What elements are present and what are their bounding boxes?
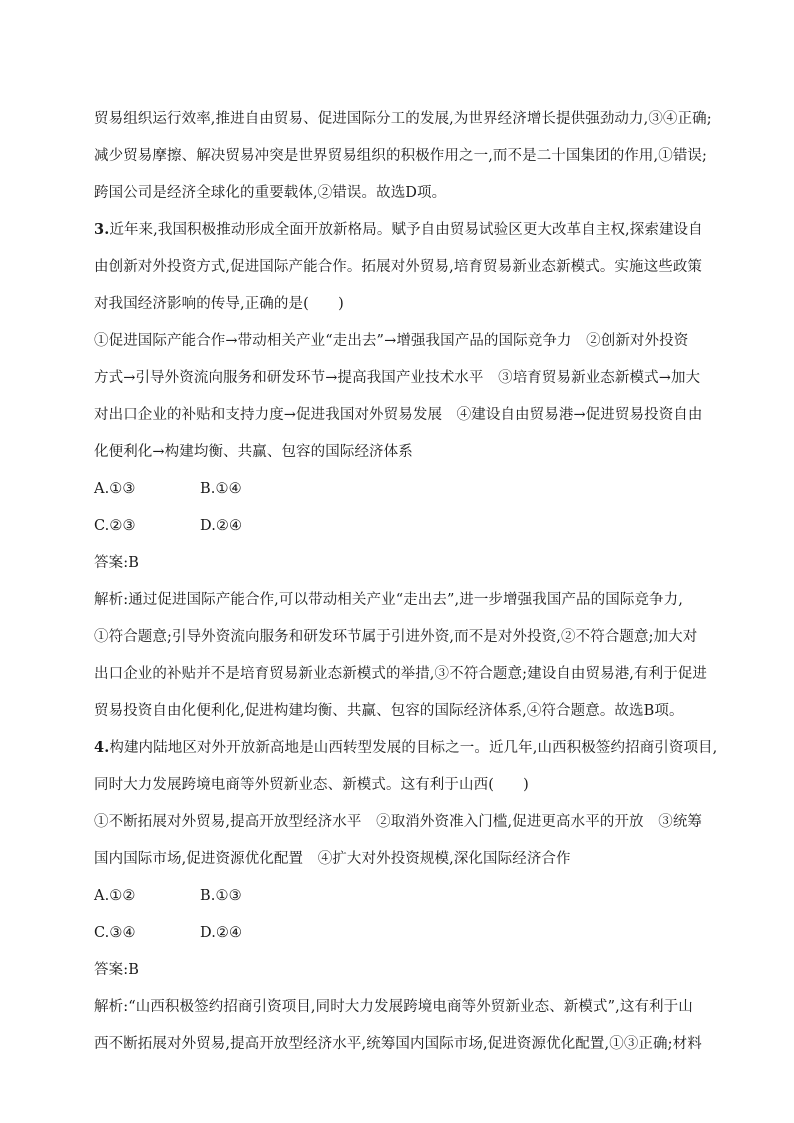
option-d: D.②④ bbox=[200, 924, 243, 941]
option-b: B.①③ bbox=[200, 887, 242, 904]
analysis-line bbox=[94, 581, 694, 618]
statement-line: 方式→引导外资流向服务和研发环节→提高我国产业技术水平 ③培育贸易新业态新模式→加大 bbox=[94, 369, 701, 386]
text-line: 贸易组织运行效率,推进自由贸易、促进国际分工的发展,为世界经济增长提供强劲动力,③④正确; bbox=[94, 110, 712, 127]
question-number: 3. bbox=[94, 220, 110, 238]
options-row bbox=[94, 877, 694, 914]
options-row bbox=[94, 914, 694, 951]
analysis-line bbox=[94, 988, 694, 1025]
analysis-line: 贸易投资自由化便利化,促进构建均衡、共赢、包容的国际经济体系,④符合题意。故选B项。 bbox=[94, 702, 684, 719]
statement-line: 化便利化→构建均衡、共赢、包容的国际经济体系 bbox=[94, 443, 413, 460]
analysis-label: 解析: bbox=[94, 591, 129, 608]
question-stem-text: 构建内陆地区对外开放新高地是山西转型发展的目标之一。近几年,山西积极签约招商引资项目, bbox=[109, 739, 718, 756]
question-stem-text: 近年来,我国积极推动形成全面开放新格局。赋予自由贸易试验区更大改革自主权,探索建设自 bbox=[109, 221, 703, 238]
question-3 bbox=[94, 211, 707, 729]
answer-line bbox=[94, 951, 694, 988]
statement-line: ①不断拓展对外贸易,提高开放型经济水平 ②取消外资准入门槛,促进更高水平的开放 ③统筹 bbox=[94, 813, 703, 830]
analysis-text: “山西积极签约招商引资项目,同时大力发展跨境电商等外贸新业态、新模式”,这有利于山 bbox=[128, 998, 693, 1015]
statement-line: 对出口企业的补贴和支持力度→促进我国对外贸易发展 ④建设自由贸易港→促进贸易投资自由 bbox=[94, 406, 703, 423]
options-row bbox=[94, 507, 694, 544]
statement-line: 国内国际市场,促进资源优化配置 ④扩大对外投资规模,深化国际经济合作 bbox=[94, 850, 571, 867]
question-number: 4. bbox=[94, 738, 110, 756]
question-stem-line: 由创新对外投资方式,促进国际产能合作。拓展对外贸易,培育贸易新业态新模式。实施这些政策 bbox=[94, 258, 703, 275]
analysis-text: 通过促进国际产能合作,可以带动相关产业“走出去”,进一步增强我国产品的国际竞争力, bbox=[128, 591, 683, 608]
analysis-line: 出口企业的补贴并不是培育贸易新业态新模式的举措,③不符合题意;建设自由贸易港,有利于促进 bbox=[94, 665, 707, 682]
answer-label: 答案: bbox=[94, 554, 129, 571]
question-stem-line: 同时大力发展跨境电商等外贸新业态、新模式。这有利于山西( ) bbox=[94, 776, 529, 793]
text-line: 减少贸易摩擦、解决贸易冲突是世界贸易组织的积极作用之一,而不是二十国集团的作用,①错误; bbox=[94, 147, 707, 164]
option-b: B.①④ bbox=[200, 480, 242, 497]
option-c: C.②③ bbox=[94, 517, 136, 534]
options-row bbox=[94, 470, 694, 507]
question-4 bbox=[94, 729, 718, 1062]
option-a: A.①③ bbox=[94, 480, 136, 497]
answer-value: B bbox=[128, 961, 139, 978]
analysis-line: 西不断拓展对外贸易,提高开放型经济水平,统筹国内国际市场,促进资源优化配置,①③正确;材料 bbox=[94, 1035, 702, 1052]
question-stem-line bbox=[94, 729, 718, 766]
option-d: D.②④ bbox=[200, 517, 243, 534]
answer-label: 答案: bbox=[94, 961, 129, 978]
answer-value: B bbox=[128, 554, 139, 571]
intro-block bbox=[94, 100, 712, 211]
question-stem-line bbox=[94, 211, 703, 248]
answer-line bbox=[94, 544, 694, 581]
question-stem-line: 对我国经济影响的传导,正确的是( ) bbox=[94, 295, 344, 312]
option-a: A.①② bbox=[94, 887, 136, 904]
analysis-line: ①符合题意;引导外资流向服务和研发环节属于引进外资,而不是对外投资,②不符合题意;加大对 bbox=[94, 628, 698, 645]
option-c: C.③④ bbox=[94, 924, 136, 941]
text-line: 跨国公司是经济全球化的重要载体,②错误。故选D项。 bbox=[94, 184, 447, 201]
statement-line: ①促进国际产能合作→带动相关产业“走出去”→增强我国产品的国际竞争力 ②创新对外投资 bbox=[94, 332, 689, 349]
analysis-label: 解析: bbox=[94, 998, 129, 1015]
